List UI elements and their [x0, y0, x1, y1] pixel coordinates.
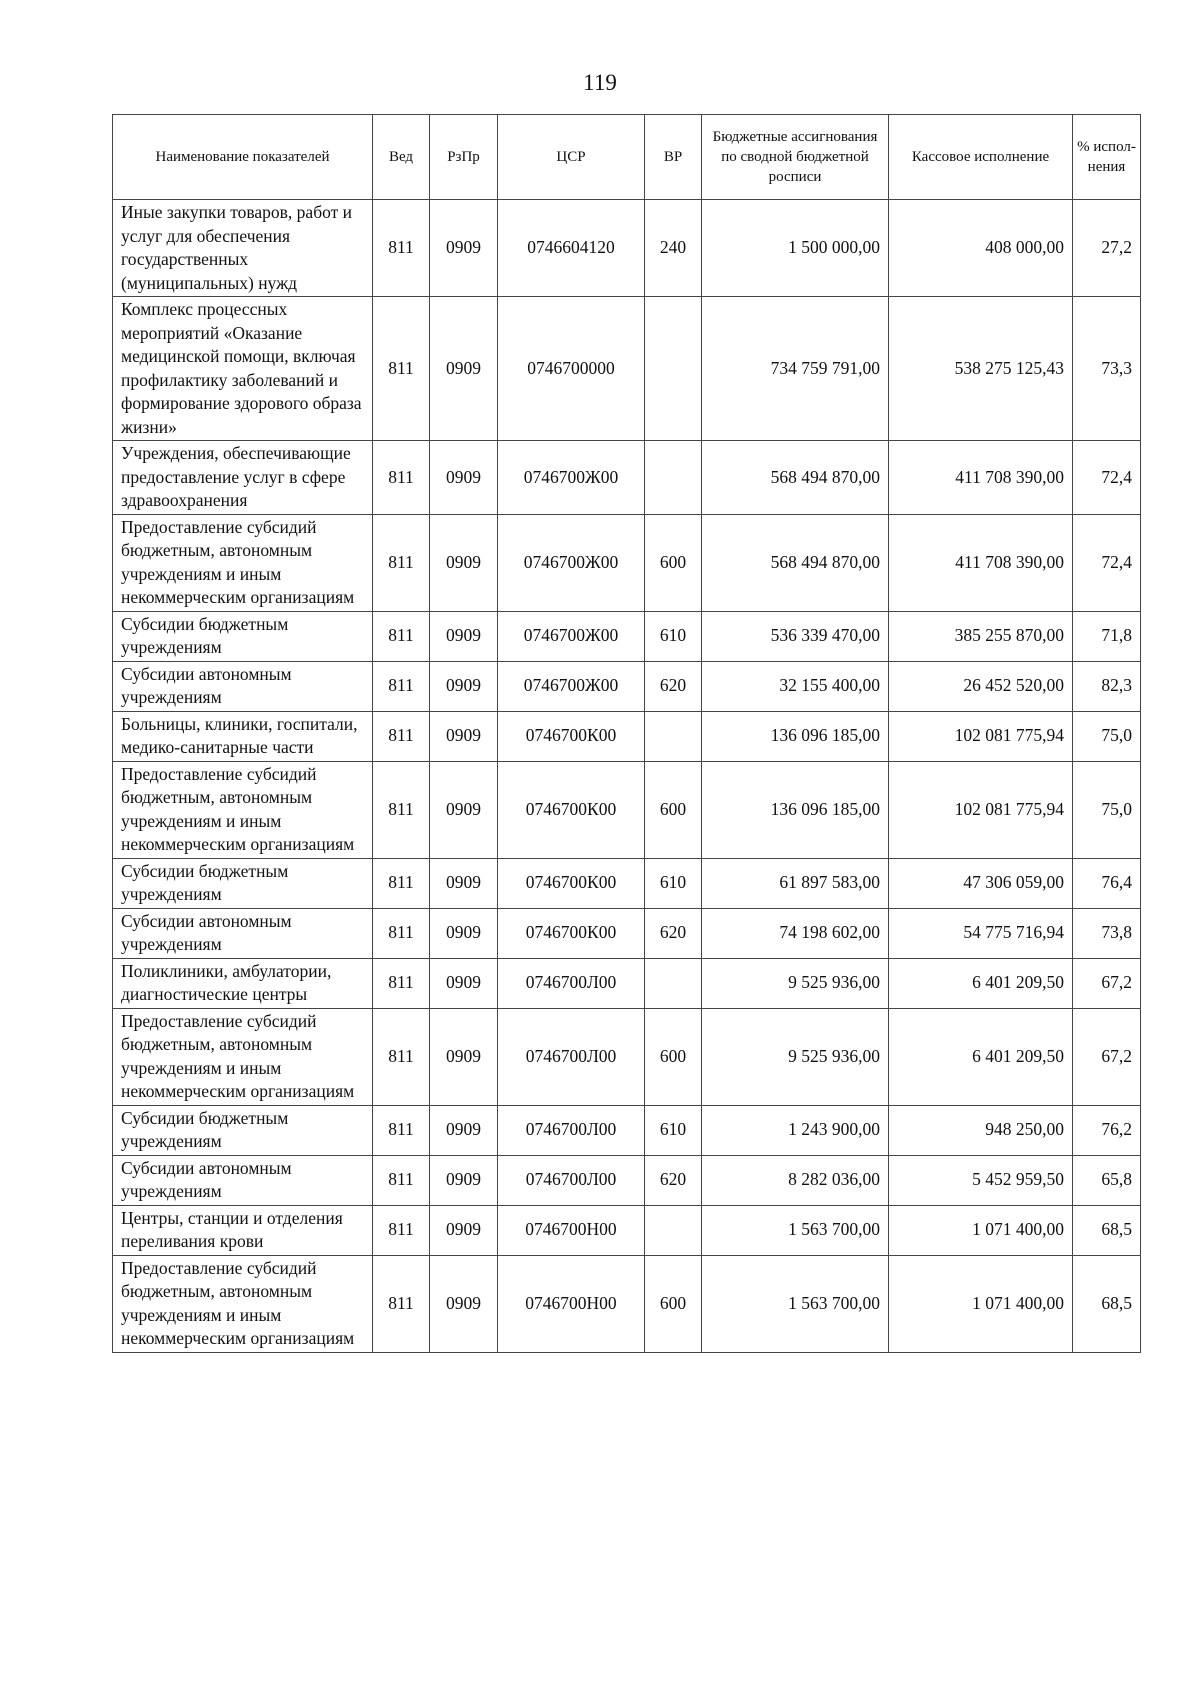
table-row	[113, 908, 1141, 958]
row-cash: 26 452 520,00	[889, 661, 1073, 711]
row-cash: 54 775 716,94	[889, 908, 1073, 958]
row-ved: 811	[373, 514, 430, 611]
row-ved: 811	[373, 1205, 430, 1255]
row-budget: 61 897 583,00	[702, 858, 889, 908]
header-cash: Кассовое исполнение	[889, 115, 1073, 200]
row-vr	[645, 1205, 702, 1255]
row-vr: 620	[645, 908, 702, 958]
table-row	[113, 858, 1141, 908]
row-pct: 73,3	[1073, 297, 1141, 441]
row-vr: 600	[645, 761, 702, 858]
row-rzpr: 0909	[430, 858, 498, 908]
page-number: 119	[583, 70, 617, 95]
row-csr: 0746700Л00	[498, 1105, 645, 1155]
row-budget: 32 155 400,00	[702, 661, 889, 711]
table-row	[113, 1008, 1141, 1105]
table-header-row	[113, 115, 1141, 200]
row-cash: 411 708 390,00	[889, 441, 1073, 515]
row-csr: 0746700000	[498, 297, 645, 441]
row-ved: 811	[373, 1255, 430, 1352]
row-name: Субсидии автономным учреждениям	[113, 661, 373, 711]
row-budget: 568 494 870,00	[702, 514, 889, 611]
table-row	[113, 1255, 1141, 1352]
row-ved: 811	[373, 858, 430, 908]
table-row	[113, 761, 1141, 858]
row-rzpr: 0909	[430, 1255, 498, 1352]
row-budget: 1 243 900,00	[702, 1105, 889, 1155]
row-vr: 600	[645, 1008, 702, 1105]
table-row	[113, 661, 1141, 711]
row-name: Предоставление субсидий бюджетным, автономным учреждениям и иным некоммерческим организациям	[113, 761, 373, 858]
row-ved: 811	[373, 1105, 430, 1155]
row-pct: 65,8	[1073, 1155, 1141, 1205]
header-name: Наименование показателей	[113, 115, 373, 200]
row-csr: 0746700Л00	[498, 1155, 645, 1205]
row-csr: 0746700К00	[498, 858, 645, 908]
row-csr: 0746700К00	[498, 908, 645, 958]
row-name: Иные закупки товаров, работ и услуг для обеспечения государственных (муниципальных) нужд	[113, 200, 373, 297]
table-row	[113, 514, 1141, 611]
row-ved: 811	[373, 661, 430, 711]
row-vr	[645, 297, 702, 441]
row-cash: 47 306 059,00	[889, 858, 1073, 908]
row-csr: 0746700Н00	[498, 1205, 645, 1255]
table-body	[113, 200, 1141, 1353]
row-csr: 0746700Ж00	[498, 611, 645, 661]
row-cash: 385 255 870,00	[889, 611, 1073, 661]
row-name: Субсидии автономным учреждениям	[113, 1155, 373, 1205]
header-csr: ЦСР	[498, 115, 645, 200]
row-pct: 67,2	[1073, 958, 1141, 1008]
row-rzpr: 0909	[430, 661, 498, 711]
row-name: Учреждения, обеспечивающие предоставление услуг в сфере здравоохранения	[113, 441, 373, 515]
row-rzpr: 0909	[430, 611, 498, 661]
header-pct: % испол-нения	[1073, 115, 1141, 200]
row-pct: 73,8	[1073, 908, 1141, 958]
row-vr	[645, 958, 702, 1008]
row-pct: 27,2	[1073, 200, 1141, 297]
row-budget: 734 759 791,00	[702, 297, 889, 441]
row-ved: 811	[373, 908, 430, 958]
row-vr: 240	[645, 200, 702, 297]
row-name: Комплекс процессных мероприятий «Оказание медицинской помощи, включая профилактику заболеваний и формирование здорового образа жизни»	[113, 297, 373, 441]
row-name: Субсидии бюджетным учреждениям	[113, 611, 373, 661]
row-rzpr: 0909	[430, 908, 498, 958]
row-cash: 102 081 775,94	[889, 761, 1073, 858]
row-ved: 811	[373, 761, 430, 858]
row-budget: 136 096 185,00	[702, 761, 889, 858]
row-budget: 1 500 000,00	[702, 200, 889, 297]
row-csr: 0746700Л00	[498, 958, 645, 1008]
row-csr: 0746700Л00	[498, 1008, 645, 1105]
header-ved: Вед	[373, 115, 430, 200]
row-name: Предоставление субсидий бюджетным, автономным учреждениям и иным некоммерческим организациям	[113, 514, 373, 611]
row-cash: 538 275 125,43	[889, 297, 1073, 441]
row-rzpr: 0909	[430, 441, 498, 515]
row-csr: 0746700Ж00	[498, 514, 645, 611]
row-budget: 536 339 470,00	[702, 611, 889, 661]
row-rzpr: 0909	[430, 514, 498, 611]
row-name: Предоставление субсидий бюджетным, автономным учреждениям и иным некоммерческим организациям	[113, 1008, 373, 1105]
row-budget: 74 198 602,00	[702, 908, 889, 958]
row-ved: 811	[373, 1008, 430, 1105]
row-pct: 72,4	[1073, 514, 1141, 611]
row-pct: 68,5	[1073, 1205, 1141, 1255]
row-rzpr: 0909	[430, 1155, 498, 1205]
row-rzpr: 0909	[430, 711, 498, 761]
row-name: Предоставление субсидий бюджетным, автономным учреждениям и иным некоммерческим организациям	[113, 1255, 373, 1352]
row-pct: 76,4	[1073, 858, 1141, 908]
row-pct: 71,8	[1073, 611, 1141, 661]
row-rzpr: 0909	[430, 200, 498, 297]
row-pct: 68,5	[1073, 1255, 1141, 1352]
row-cash: 411 708 390,00	[889, 514, 1073, 611]
table-row	[113, 958, 1141, 1008]
row-budget: 9 525 936,00	[702, 958, 889, 1008]
row-ved: 811	[373, 441, 430, 515]
row-budget: 1 563 700,00	[702, 1205, 889, 1255]
header-vr: ВР	[645, 115, 702, 200]
row-cash: 1 071 400,00	[889, 1255, 1073, 1352]
row-pct: 72,4	[1073, 441, 1141, 515]
row-name: Центры, станции и отделения переливания крови	[113, 1205, 373, 1255]
row-name: Субсидии автономным учреждениям	[113, 908, 373, 958]
row-budget: 136 096 185,00	[702, 711, 889, 761]
row-budget: 568 494 870,00	[702, 441, 889, 515]
row-pct: 75,0	[1073, 711, 1141, 761]
row-vr	[645, 441, 702, 515]
table-row	[113, 1105, 1141, 1155]
row-pct: 75,0	[1073, 761, 1141, 858]
table-row	[113, 200, 1141, 297]
row-rzpr: 0909	[430, 297, 498, 441]
row-vr: 610	[645, 858, 702, 908]
row-vr	[645, 711, 702, 761]
row-rzpr: 0909	[430, 1008, 498, 1105]
row-rzpr: 0909	[430, 1205, 498, 1255]
row-ved: 811	[373, 958, 430, 1008]
row-ved: 811	[373, 297, 430, 441]
row-csr: 0746700К00	[498, 761, 645, 858]
row-cash: 6 401 209,50	[889, 1008, 1073, 1105]
row-vr: 610	[645, 611, 702, 661]
row-cash: 5 452 959,50	[889, 1155, 1073, 1205]
row-name: Больницы, клиники, госпитали, медико-санитарные части	[113, 711, 373, 761]
row-csr: 0746700Ж00	[498, 661, 645, 711]
row-vr: 620	[645, 1155, 702, 1205]
row-budget: 8 282 036,00	[702, 1155, 889, 1205]
row-rzpr: 0909	[430, 958, 498, 1008]
table-row	[113, 611, 1141, 661]
table-row	[113, 711, 1141, 761]
row-budget: 9 525 936,00	[702, 1008, 889, 1105]
row-budget: 1 563 700,00	[702, 1255, 889, 1352]
row-name: Поликлиники, амбулатории, диагностические центры	[113, 958, 373, 1008]
row-pct: 76,2	[1073, 1105, 1141, 1155]
row-pct: 82,3	[1073, 661, 1141, 711]
row-vr: 620	[645, 661, 702, 711]
row-pct: 67,2	[1073, 1008, 1141, 1105]
row-csr: 0746700Ж00	[498, 441, 645, 515]
table-row	[113, 297, 1141, 441]
row-vr: 610	[645, 1105, 702, 1155]
row-vr: 600	[645, 1255, 702, 1352]
row-cash: 1 071 400,00	[889, 1205, 1073, 1255]
row-name: Субсидии бюджетным учреждениям	[113, 1105, 373, 1155]
row-cash: 408 000,00	[889, 200, 1073, 297]
row-ved: 811	[373, 1155, 430, 1205]
header-rzpr: РзПр	[430, 115, 498, 200]
row-name: Субсидии бюджетным учреждениям	[113, 858, 373, 908]
row-cash: 6 401 209,50	[889, 958, 1073, 1008]
row-csr: 0746700К00	[498, 711, 645, 761]
table-row	[113, 441, 1141, 515]
row-cash: 102 081 775,94	[889, 711, 1073, 761]
table-row	[113, 1205, 1141, 1255]
row-ved: 811	[373, 611, 430, 661]
budget-table	[112, 114, 1141, 1353]
row-vr: 600	[645, 514, 702, 611]
row-csr: 0746700Н00	[498, 1255, 645, 1352]
row-ved: 811	[373, 711, 430, 761]
row-cash: 948 250,00	[889, 1105, 1073, 1155]
row-ved: 811	[373, 200, 430, 297]
table-row	[113, 1155, 1141, 1205]
header-budget: Бюджетные ассигнования по сводной бюджетной росписи	[702, 115, 889, 200]
row-rzpr: 0909	[430, 1105, 498, 1155]
row-rzpr: 0909	[430, 761, 498, 858]
row-csr: 0746604120	[498, 200, 645, 297]
